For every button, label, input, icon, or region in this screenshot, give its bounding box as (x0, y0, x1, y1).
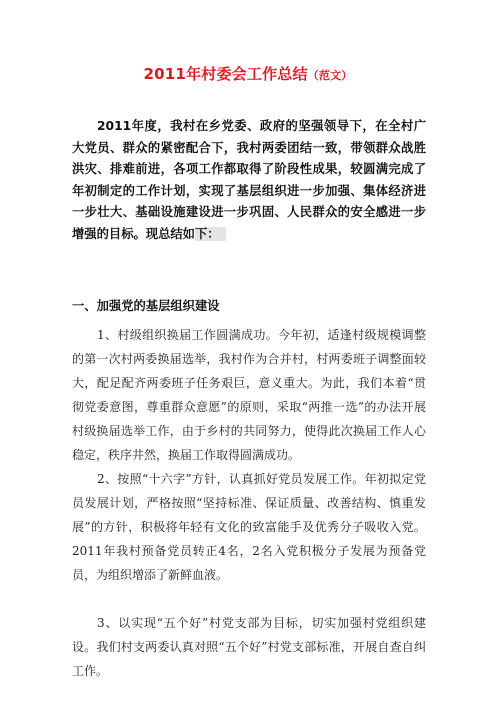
section-heading: 一、加强党的基层组织建设 (72, 299, 220, 313)
intro-tail-highlight: 下： (195, 227, 226, 241)
body-paragraph-3: 3、以实现“五个好”村党支部为目标，切实加强村党组织建设。我们村支两委认真对照“五个好”村党支部标准，开展自查自纠工作。 (72, 616, 426, 678)
body-paragraph-2: 2、按照“十六字”方针，认真抓好党员发展工作。年初拟定党员发展计划，严格按照“坚持标准、保证质量、改善结构、慎重发展”的方针，积极将年轻有文化的致富能手及优秀分子吸收入党。2011年我村预备党员转正4名，2名入党积极分子发展为预备党员，为组织增添了新鲜血液。 (72, 472, 426, 582)
intro-text: 2011年度，我村在乡党委、政府的坚强领导下，在全村广大党员、群众的紧密配合下，我村两委团结一致，带领群众战胜洪灾、排难前进，各项工作都取得了阶段性成果，较圆满完成了年初制定的工作计划，实现了基层组织进一步加强、集体经济进一步壮大、基础设施建设进一步巩固、人民群众的安全感进一步增强的目标。现总结如 (72, 119, 426, 241)
intro-paragraph (72, 116, 426, 245)
title-suffix: （范文） (307, 69, 353, 82)
document-title (0, 64, 496, 86)
body-paragraph-1: 1、村级组织换届工作圆满成功。今年初，适逢村级规模调整的第一次村两委换届选举，我村作为合并村，村两委班子调整面较大，配足配齐两委班子任务艰巨，意义重大。为此，我们本着“贯彻党委意图，尊重群众意愿”的原则，采取“两推一选”的办法开展村级换届选举工作，由于乡村的共同努力，使得此次换届工作人心稳定，秩序井然，换届工作取得圆满成功。 (72, 328, 426, 462)
title-main: 2011年村委会工作总结 (143, 65, 308, 83)
